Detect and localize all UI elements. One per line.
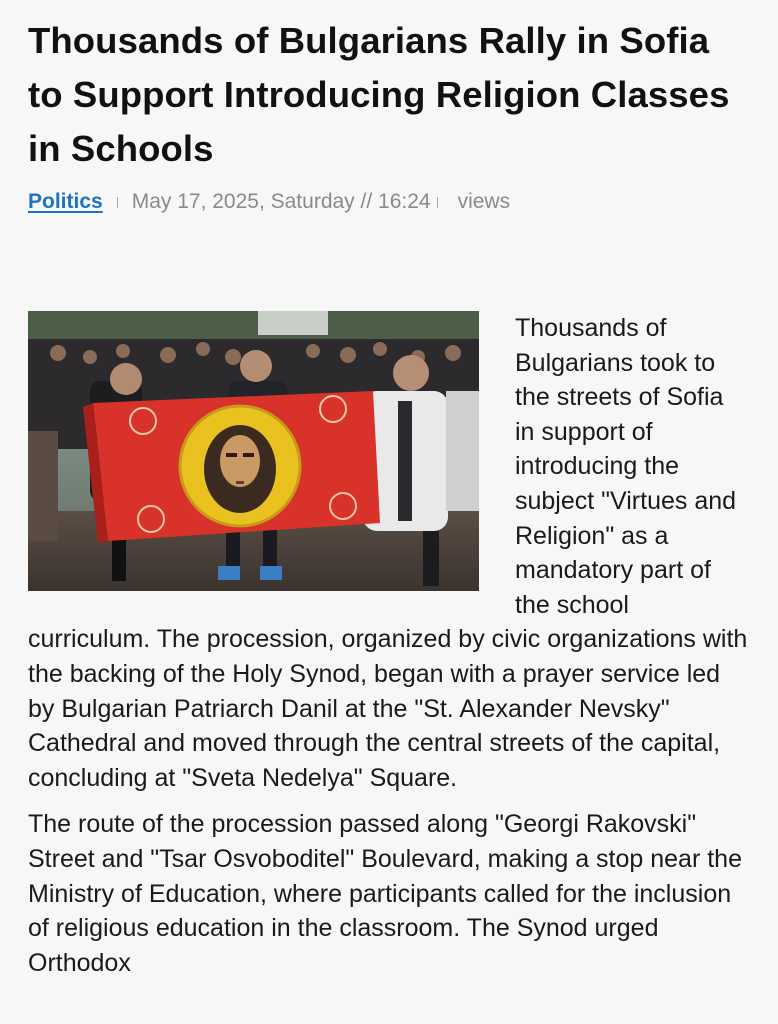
publish-date: May 17, 2025, Saturday // 16:24 bbox=[131, 190, 431, 213]
category-link[interactable]: Politics bbox=[28, 190, 103, 213]
article-meta bbox=[28, 188, 748, 216]
article-title: Thousands of Bulgarians Rally in Sofia to Support Introducing Religion Classes in Schools bbox=[28, 20, 730, 169]
meta-divider bbox=[437, 197, 438, 208]
article-body bbox=[28, 311, 748, 980]
article-paragraph: The route of the procession passed along "Georgi Rakovski" Street and "Tsar Osvoboditel" Boulevard, making a stop near the Ministry of Education, where participants called for the inclusion of religious education in the classroom. The Synod urged Orthodox bbox=[28, 810, 742, 977]
views-label: views bbox=[457, 190, 511, 213]
article-paragraph: Thousands of Bulgarians took to the streets of Sofia in support of introducing the subject "Virtues and Religion" as a mandatory part of the school curriculum. The procession, organized by civic organizations with the backing of the Holy Synod, began with a prayer service led by Bulgarian Patriarch Danil at the "St. Alexander Nevsky" Cathedral and moved through the central streets of the capital, concluding at "Sveta Nedelya" Square. bbox=[28, 314, 748, 792]
meta-divider bbox=[117, 197, 118, 208]
article-photo[interactable] bbox=[28, 311, 479, 591]
